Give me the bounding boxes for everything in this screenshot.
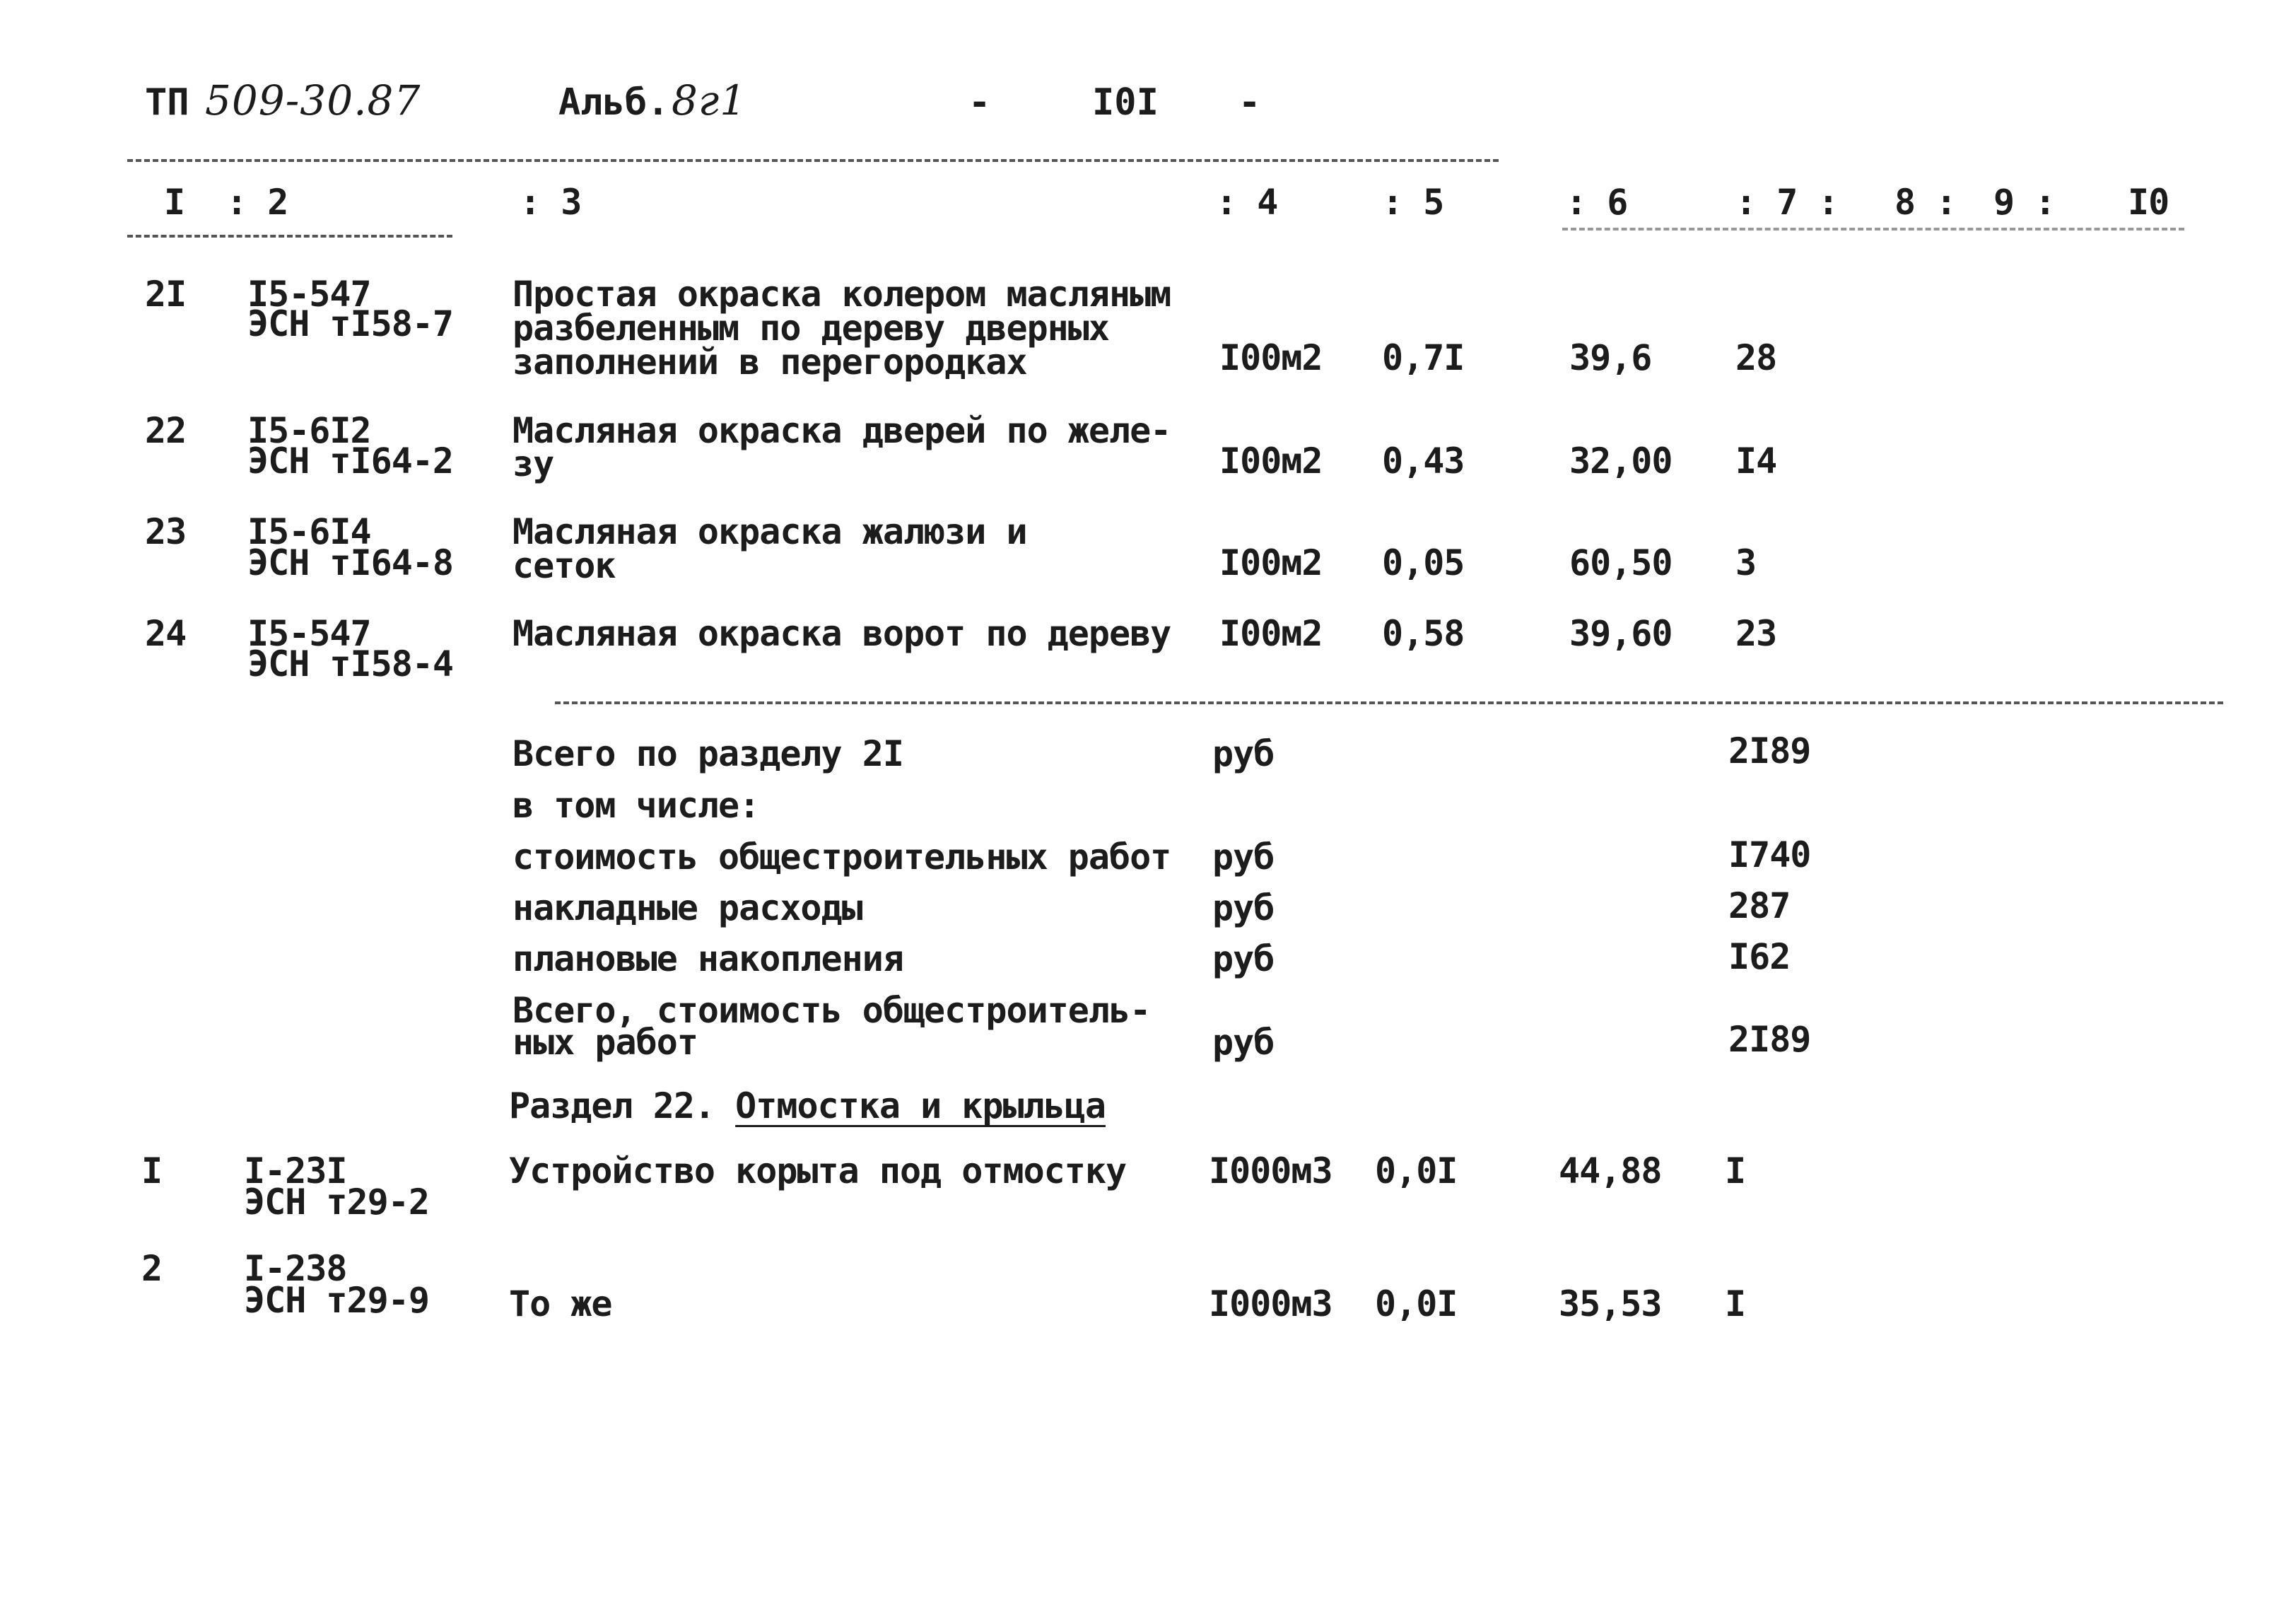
header-dash-left: - bbox=[968, 81, 991, 124]
summary-grand-label-cont: ных работ bbox=[512, 1022, 698, 1063]
row-code: I5-6I4 bbox=[247, 511, 371, 552]
row-quantity: 0,0I bbox=[1375, 1283, 1458, 1324]
row-total: 3 bbox=[1735, 542, 1757, 583]
row-description: Масляная окраска дверей по желе- bbox=[512, 410, 1171, 451]
row-total: I bbox=[1725, 1283, 1746, 1324]
row-reference: ЭСН тI58-4 bbox=[247, 643, 454, 684]
column-header-underline bbox=[127, 235, 452, 238]
header-rule bbox=[127, 159, 1499, 162]
section-heading bbox=[509, 1085, 1106, 1126]
summary-including: в том числе: bbox=[512, 785, 760, 826]
row-code: I5-547 bbox=[247, 613, 371, 654]
col-header-3: : 3 bbox=[520, 182, 582, 223]
row-description: зу bbox=[512, 443, 554, 484]
row-total: I4 bbox=[1735, 441, 1777, 482]
col-header-7: : 7 : bbox=[1735, 182, 1839, 223]
doc-number: 509-30.87 bbox=[205, 76, 421, 124]
doc-prefix: ТП bbox=[145, 81, 189, 124]
row-quantity: 0,58 bbox=[1382, 613, 1465, 654]
summary-grand-label: Всего, стоимость общестроитель- bbox=[512, 990, 1151, 1031]
summary-grand-unit: руб bbox=[1212, 1022, 1275, 1063]
row-number: 22 bbox=[145, 410, 187, 451]
section-rule bbox=[555, 701, 2223, 704]
row-total: 23 bbox=[1735, 613, 1777, 654]
header-dash-right: - bbox=[1238, 81, 1261, 124]
col-header-5: : 5 bbox=[1382, 182, 1444, 223]
summary-construction-value: I740 bbox=[1728, 834, 1811, 875]
row-unit: I000м3 bbox=[1209, 1150, 1332, 1191]
row-number: 24 bbox=[145, 613, 187, 654]
row-quantity: 0,05 bbox=[1382, 542, 1465, 583]
row-price: 35,53 bbox=[1559, 1283, 1662, 1324]
column-header-underline-right bbox=[1562, 228, 2184, 231]
row-reference: ЭСН т29-9 bbox=[244, 1280, 429, 1321]
summary-total-unit: руб bbox=[1212, 733, 1275, 774]
row-quantity: 0,0I bbox=[1375, 1150, 1458, 1191]
row-price: 39,60 bbox=[1569, 613, 1673, 654]
row-quantity: 0,7I bbox=[1382, 337, 1465, 378]
col-header-2: : 2 bbox=[226, 182, 288, 223]
summary-construction-label: стоимость общестроительных работ bbox=[512, 837, 1171, 878]
row-reference: ЭСН тI64-8 bbox=[247, 542, 454, 583]
row-unit: I00м2 bbox=[1219, 542, 1323, 583]
row-code: I-238 bbox=[244, 1248, 347, 1289]
summary-overhead-value: 287 bbox=[1728, 885, 1791, 926]
row-description: разбеленным по дереву дверных bbox=[512, 308, 1109, 349]
row-number: I bbox=[141, 1150, 163, 1191]
row-reference: ЭСН т29-2 bbox=[244, 1182, 429, 1223]
row-code: I5-547 bbox=[247, 274, 371, 315]
row-price: 44,88 bbox=[1559, 1150, 1662, 1191]
row-total: 28 bbox=[1735, 337, 1777, 378]
section-prefix: Раздел 22. bbox=[509, 1085, 736, 1126]
section-title: Отмостка и крыльца bbox=[735, 1085, 1106, 1126]
row-unit: I00м2 bbox=[1219, 337, 1323, 378]
page-number: I0I bbox=[1092, 81, 1159, 124]
row-price: 39,6 bbox=[1569, 337, 1652, 378]
summary-construction-unit: руб bbox=[1212, 837, 1275, 878]
col-header-6: : 6 bbox=[1566, 182, 1628, 223]
row-reference: ЭСН тI58-7 bbox=[247, 303, 454, 344]
row-number: 2 bbox=[141, 1248, 163, 1289]
row-code: I-23I bbox=[244, 1150, 347, 1191]
row-number: 23 bbox=[145, 511, 187, 552]
col-header-10: I0 bbox=[2128, 182, 2169, 223]
row-number: 2I bbox=[145, 274, 187, 315]
summary-total-value: 2I89 bbox=[1728, 730, 1811, 771]
album-label: Альб. bbox=[558, 81, 669, 124]
row-description: Масляная окраска жалюзи и bbox=[512, 511, 1027, 552]
row-price: 60,50 bbox=[1569, 542, 1673, 583]
row-description: Простая окраска колером масляным bbox=[512, 274, 1171, 315]
row-quantity: 0,43 bbox=[1382, 441, 1465, 482]
col-header-8: 8 : bbox=[1894, 182, 1957, 223]
row-description: Масляная окраска ворот по дереву bbox=[512, 613, 1171, 654]
summary-total-label: Всего по разделу 2I bbox=[512, 733, 903, 774]
row-description: То же bbox=[509, 1283, 612, 1324]
summary-grand-value: 2I89 bbox=[1728, 1019, 1811, 1060]
row-description: сеток bbox=[512, 545, 616, 586]
row-unit: I000м3 bbox=[1209, 1283, 1332, 1324]
summary-savings-unit: руб bbox=[1212, 938, 1275, 979]
row-unit: I00м2 bbox=[1219, 441, 1323, 482]
album-number: 8г1 bbox=[672, 76, 747, 124]
summary-savings-label: плановые накопления bbox=[512, 938, 903, 979]
row-description: заполнений в перегородках bbox=[512, 342, 1027, 383]
summary-overhead-label: накладные расходы bbox=[512, 887, 862, 928]
summary-savings-value: I62 bbox=[1728, 936, 1791, 977]
row-price: 32,00 bbox=[1569, 441, 1673, 482]
col-header-4: : 4 bbox=[1216, 182, 1278, 223]
row-total: I bbox=[1725, 1150, 1746, 1191]
row-code: I5-6I2 bbox=[247, 410, 371, 451]
summary-overhead-unit: руб bbox=[1212, 887, 1275, 928]
row-reference: ЭСН тI64-2 bbox=[247, 441, 454, 482]
row-description: Устройство корыта под отмостку bbox=[509, 1150, 1127, 1191]
row-unit: I00м2 bbox=[1219, 613, 1323, 654]
col-header-9: 9 : bbox=[1993, 182, 2056, 223]
col-header-1: I bbox=[164, 182, 185, 223]
